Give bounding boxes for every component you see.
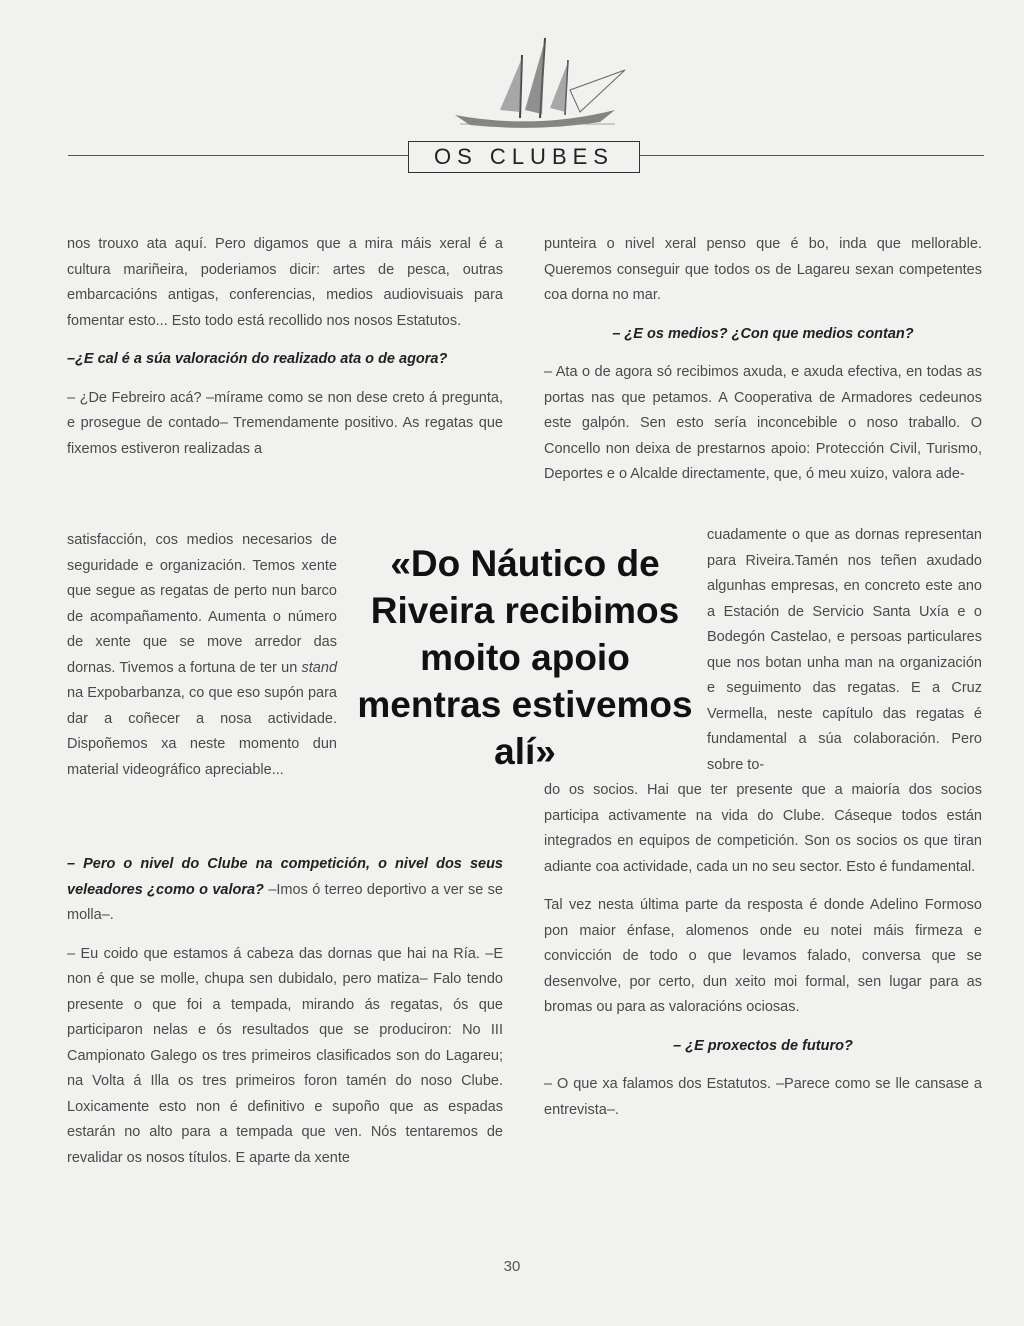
left-column-bottom	[67, 852, 503, 1171]
left-question-1: –¿E cal é a súa valoración do realizado ata o de agora?	[67, 351, 448, 367]
right-paragraph-2c: do os socios. Hai que ter presente que a maioría dos socios participa activamente na vida do Clube. Cáseque todos están integrados en equipos de competición. Son os socios os que tiran adiante coa actividade, cada un no seu sector. Esto é fundamental.	[544, 782, 982, 875]
right-column-top	[544, 232, 982, 488]
left-paragraph-2: – ¿De Febreiro acá? –mírame como se non dese creto á pregunta, e prosegue de contado– Tremendamente positivo. As regatas que fixemos estiveron realizadas a	[67, 389, 503, 457]
header-rule-right	[640, 155, 984, 156]
left-paragraph-1: nos trouxo ata aquí. Pero digamos que a mira máis xeral é a cultura mariñeira, poderiamos dicir: artes de pesca, outras embarcacións antigas, conferencias, medios audiovisuais para fomentar esto... Esto todo está recollido nos nosos Estatutos.	[67, 236, 503, 329]
page-number: 30	[503, 1258, 521, 1275]
right-question-1: – ¿E os medios? ¿Con que medios contan?	[612, 325, 914, 342]
right-paragraph-4: – O que xa falamos dos Estatutos. –Parece como se lle cansase a entrevista–.	[544, 1076, 982, 1118]
header-rule-left	[68, 155, 408, 156]
left-paragraph-3: – Eu coido que estamos á cabeza das dornas que hai na Ría. –E non é que se molle, chupa sen dubidalo, pero matiza– Falo tendo presente o que foi a tempada, mirando ás regatas, ós que participaron nelas e ós resultados que se produciron: No III Campionato Galego os tres primeiros clasificados son do Lagareu; na Volta á Illa os tres primeiros foron tamén do noso Clube. Loxicamente esto non é definitivo e supoño que as espadas estarán no alto para a tempada que ven. Nós tentaremos de revalidar os nosos títulos. E aparte da xente	[67, 945, 503, 1166]
left-question-2: – Pero o nivel do Clube na competición, o nivel dos seus veleadores ¿como o valora?	[67, 856, 503, 898]
left-question-2-tail: –Imos ó terreo deportivo a ver se se molla–.	[67, 881, 503, 923]
right-column-bottom	[544, 778, 982, 1123]
right-paragraph-2: – Ata o de agora só recibimos axuda, e axuda efectiva, en todas as portas nas que petamos. A Cooperativa de Armadores cedeunos este galpón. Sen esto sería inconcebible o noso traballo. O Concello non deixa de prestarnos apoio: Protección Civil, Turismo, Deportes e o Alcalde directamente, que, ó meu xuizo, valora ade-	[544, 364, 982, 482]
right-paragraph-3: Tal vez nesta última parte da resposta é donde Adelino Formoso pon maior énfase, alomenos onde eu notei máis firmeza e convicción de todo o que levamos falado, conversa que se desenvolve, por certo, dun xeito moi formal, sen lugar para as bromas ou para as valoracións ociosas.	[544, 897, 982, 1015]
left-question-2-paragraph	[67, 852, 503, 929]
right-paragraph-1: punteira o nivel xeral penso que é bo, inda que mellorable. Queremos conseguir que todos os de Lagareu sexan competentes coa dorna no mar.	[544, 236, 982, 303]
section-title: OS CLUBES	[408, 141, 640, 173]
left-column-top	[67, 232, 503, 462]
right-question-2: – ¿E proxectos de futuro?	[673, 1037, 853, 1054]
sailing-ship-icon	[440, 30, 630, 130]
right-column-narrow	[707, 523, 982, 778]
right-paragraph-2b: cuadamente o que as dornas representan para Riveira.Tamén nos teñen axudado algunhas empresas, en concreto este ano a Estación de Servicio Santa Uxía e o Bodegón Castelao, e persoas particulares que nos botan unha man na organización e seguimento das regatas. E a Cruz Vermella, neste capítulo das regatas é fundamental a súa colaboración. Pero sobre to-	[707, 527, 982, 773]
left-column-narrow	[67, 528, 337, 783]
pull-quote: «Do Náutico de Riveira recibimos moito apoio mentras estivemos alí»	[357, 543, 693, 772]
left-paragraph-2b: satisfacción, cos medios necesarios de seguridade e organización. Temos xente que segue as regatas de perto nun barco de acompañamento. Aumenta o número de xente que se move arredor das dornas. Tivemos a fortuna de ter un stand na Expobarbanza, co que eso supón para dar a coñecer a nosa actividade. Dispoñemos xa neste momento dun material videográfico apreciable...	[67, 532, 338, 778]
